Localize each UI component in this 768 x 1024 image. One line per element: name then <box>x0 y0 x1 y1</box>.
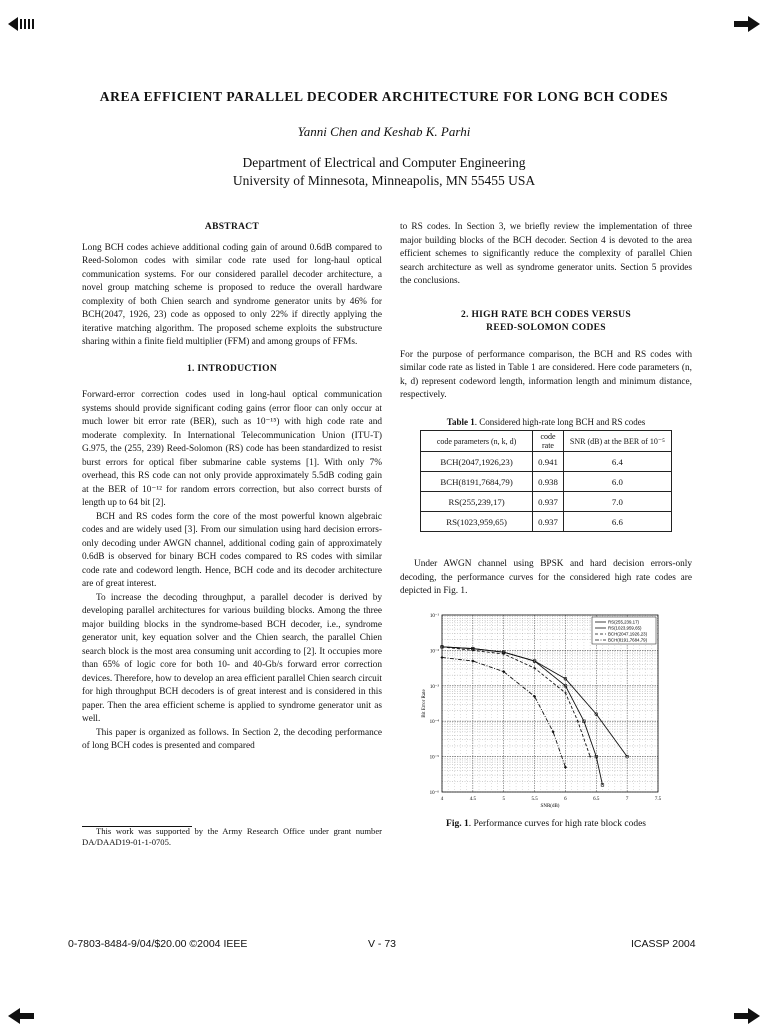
affiliation <box>0 154 768 190</box>
table-cell: 6.6 <box>563 512 671 532</box>
table-caption-text: . Considered high-rate long BCH and RS codes <box>474 416 646 427</box>
x-tick-label: 6 <box>564 797 567 802</box>
y-tick-label: 10⁻¹ <box>429 614 439 619</box>
table-cell: RS(1023,959,65) <box>421 512 533 532</box>
table-header-rate: code rate <box>533 431 564 452</box>
right-column <box>400 221 692 599</box>
first-page-arrow-icon[interactable] <box>8 16 34 32</box>
intro-paragraph-2: BCH and RS codes form the core of the most powerful known algebraic codes and are widely used [3]. From our simulation using hard decision errors-only decoding under AWGN channel, additional coding gain of approximately 0.6dB is observed for binary BCH codes compared to RS codes with similar code rate and codeword length. Hence, BCH code and its decoder architecture are of great interest. <box>82 511 382 589</box>
data-point <box>440 656 443 659</box>
intro-paragraph-4-continued: to RS codes. In Section 3, we briefly review the implementation of three major building blocks of the BCH decoder. Section 4 is devoted to the area efficient schemes to significantly reduce the complexity of parallel Chien search architecture as well as syndrome generator units. Section 5 provides the conclusions. <box>400 222 692 286</box>
table-header-snr: SNR (dB) at the BER of 10⁻⁵ <box>563 431 671 452</box>
x-tick-label: 4.5 <box>469 797 476 802</box>
x-axis-label: SNR(dB) <box>540 804 560 809</box>
section2-paragraph-1: For the purpose of performance comparison, the BCH and RS codes with similar code rate as listed in Table 1 are considered. Here code parameters (n, k, d) represent codeword length, information length and minimum distance, respectively. <box>400 349 692 400</box>
table-cell: 0.938 <box>533 472 564 492</box>
data-point <box>564 691 567 694</box>
performance-figure <box>416 609 676 809</box>
table-header-params: code parameters (n, k, d) <box>421 431 533 452</box>
legend-entry: RS(255,239,17) <box>608 619 639 625</box>
table-caption-label: Table 1 <box>446 416 475 427</box>
table-cell: 6.4 <box>563 452 671 472</box>
legend-entry: RS(1023,959,65) <box>608 625 642 631</box>
intro-paragraph-3: To increase the decoding throughput, a parallel decoder is derived by developing parallel architectures for various building blocks. Among the three major building blocks in the syndrome-based BCH decoder, i.e., syndrome generator unit, key equation solver and the Chien search, the parallel Chien search block is the most area consuming unit according to [2]. It occupies more than 65% of logic core for both 10- and 40-Gb/s forward error correction devices. Therefore, how to develop an area efficient parallel Chien search circuit for high throughput BCH decoders is of great interest and is considered in this paper. Then the area efficient scheme is applied to syndrome generator unit as well. <box>82 592 382 724</box>
next-page-arrow-icon-bottom[interactable] <box>734 1008 760 1024</box>
y-tick-label: 10⁻⁵ <box>429 755 439 761</box>
section2-heading-line1: 2. HIGH RATE BCH CODES VERSUS <box>461 309 631 320</box>
intro-paragraph-1: Forward-error correction codes used in long-haul optical communication systems should provide significant coding gains (error floor can only occur at much lower bit error rate (BER), such as 10⁻¹⁵) with high code rate and moderate complexity. In International Telecommunication Union (ITU-T) G.975, the (255, 239) Reed-Solomon (RS) code has been standardized to resist burst errors for optical fiber submarine cable systems [1]. With only 7% overhead, this RS code can not only provide approximately 5.5dB coding gain at the BER of 10⁻¹² for random errors correction, but also correct bursts of length up to 64 bit [2]. <box>82 390 382 508</box>
codes-table <box>420 430 672 532</box>
legend-entry: BCH(2047,1926,23) <box>608 631 648 637</box>
paper-authors: Yanni Chen and Keshab K. Parhi <box>297 124 471 139</box>
section2-heading <box>400 309 692 336</box>
table-cell: 0.937 <box>533 512 564 532</box>
x-tick-label: 7.5 <box>654 797 662 802</box>
table-cell: BCH(8191,7684,79) <box>421 472 533 492</box>
table-row <box>421 452 672 472</box>
table-cell: BCH(2047,1926,23) <box>421 452 533 472</box>
y-axis-label: Bit Error Rate <box>422 689 427 718</box>
table-cell: 0.941 <box>533 452 564 472</box>
data-point <box>564 766 567 769</box>
x-tick-label: 4 <box>440 797 444 802</box>
table-row <box>421 512 672 532</box>
affiliation-department: Department of Electrical and Computer Engineering <box>242 155 526 170</box>
introduction-heading: 1. INTRODUCTION <box>186 363 277 374</box>
y-tick-label: 10⁻³ <box>429 684 439 690</box>
footer-page-number: V - 73 <box>368 938 397 950</box>
data-point <box>576 720 579 723</box>
x-tick-label: 5 <box>502 797 505 802</box>
abstract-heading: ABSTRACT <box>204 222 260 232</box>
y-tick-label: 10⁻⁶ <box>429 791 439 796</box>
section2-heading-line2: REED-SOLOMON CODES <box>486 323 606 333</box>
x-tick-label: 6.5 <box>593 797 600 802</box>
table-row <box>421 492 672 512</box>
affiliation-university: University of Minnesota, Minneapolis, MN 55455 USA <box>232 173 536 188</box>
x-tick-label: 7 <box>625 797 629 802</box>
y-tick-label: 10⁻² <box>429 649 439 655</box>
table-cell: 6.0 <box>563 472 671 492</box>
performance-chart <box>416 609 676 809</box>
table-cell: 7.0 <box>563 492 671 512</box>
table-header-row <box>421 431 672 452</box>
series-line-1 <box>442 647 602 785</box>
legend-entry: BCH(8191,7684,79) <box>608 637 648 643</box>
data-point <box>589 755 592 758</box>
footer-copyright: 0-7803-8484-9/04/$20.00 ©2004 IEEE <box>68 938 248 950</box>
footnote: This work was supported by the Army Research Office under grant number DA/DAAD19-01-1-0705. <box>82 826 382 847</box>
x-tick-label: 5.5 <box>531 797 538 802</box>
footer-conference: ICASSP 2004 <box>631 938 696 950</box>
table-caption <box>400 416 692 430</box>
figure-caption <box>400 819 692 829</box>
next-page-arrow-icon[interactable] <box>734 16 760 32</box>
left-column <box>82 221 382 754</box>
table-row <box>421 472 672 492</box>
previous-page-arrow-icon[interactable] <box>8 1008 34 1024</box>
table-cell: 0.937 <box>533 492 564 512</box>
figure-caption-text: . Performance curves for high rate block codes <box>468 819 646 829</box>
data-point <box>551 730 554 733</box>
table-cell: RS(255,239,17) <box>421 492 533 512</box>
paper-title: AREA EFFICIENT PARALLEL DECODER ARCHITECTURE FOR LONG BCH CODES <box>99 89 669 104</box>
data-point <box>471 659 474 662</box>
figure-caption-label: Fig. 1 <box>446 819 469 829</box>
section2-paragraph-2: Under AWGN channel using BPSK and hard decision errors-only decoding, the performance curves for the considered high rate codes are depicted in Fig. 1. <box>400 559 692 596</box>
intro-paragraph-4: This paper is organized as follows. In Section 2, the decoding performance of long BCH codes is presented and compared <box>82 727 382 751</box>
y-tick-label: 10⁻⁴ <box>429 720 439 726</box>
abstract-text: Long BCH codes achieve additional coding gain of around 0.6dB compared to Reed-Solomon codes with similar code rate used for long-haul optical communication systems. For our considered parallel decoder architecture, a novel group matching scheme is proposed to reduce the overall hardware complexity of both Chien search and syndrome generator units by 46% for BCH(2047, 1926, 23) code as opposed to only 22% if directly applying the iterative matching algorithm. The proposed scheme exploits the substructure sharing within a finite field multiplier (FFM) and among groups of FFMs. <box>82 242 382 347</box>
